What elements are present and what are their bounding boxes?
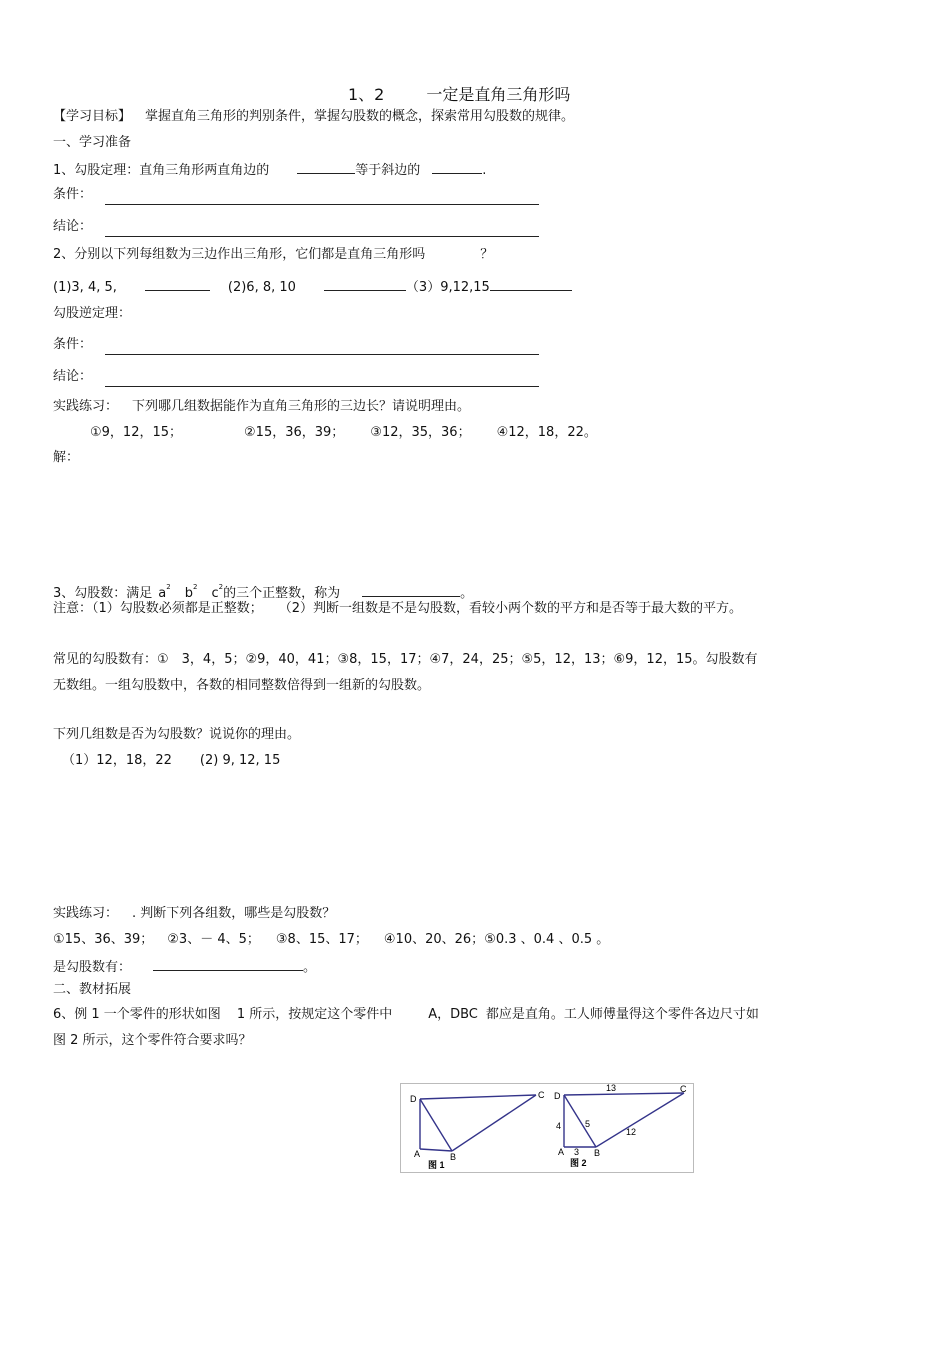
fig2-length-top: 13	[606, 1083, 617, 1093]
fig2-length-bottom: 3	[574, 1147, 580, 1157]
conclusion-label-1: 结论：	[53, 219, 93, 234]
goal-tag: 【学习目标】	[53, 109, 132, 124]
p1-item-4: ④12，18，22。	[496, 425, 597, 440]
p2-item-4: ④10、20、26；	[383, 932, 485, 947]
q2-text: 2、分别以下列每组数为三边作出三角形，它们都是直角三角形吗	[53, 247, 426, 262]
q2-blank-3[interactable]	[490, 277, 572, 291]
practice-2-text: . 判断下列各组数，哪些是勾股数？	[132, 906, 336, 921]
q2-blank-2[interactable]	[324, 277, 406, 291]
p2-item-1: ①15、36、39；	[53, 932, 154, 947]
q1-blank-1[interactable]	[297, 160, 355, 174]
p2-item-5: ⑤0.3 、0.4 、0.5 。	[484, 932, 610, 947]
fig1-label-a: A	[414, 1149, 421, 1159]
q3-blank[interactable]	[362, 583, 460, 597]
example-6-line-2: 图 2 所示，这个零件符合要求吗？	[53, 1033, 252, 1048]
question-4-items	[62, 752, 280, 770]
learning-goal	[53, 108, 574, 126]
sup-a: 2	[166, 583, 171, 591]
practice-1	[53, 398, 470, 416]
fig1-label-b: B	[450, 1152, 457, 1162]
sup-c: 2	[218, 583, 224, 591]
fig2-length-hypotenuse: 12	[626, 1127, 637, 1137]
goal-text: 掌握直角三角形的判别条件，掌握勾股数的概念，探索常用勾股数的规律。	[145, 109, 575, 124]
section-heading-2: 二、教材拓展	[53, 982, 132, 997]
q2-question-mark: ？	[480, 247, 494, 262]
fig1-edge-bc	[452, 1095, 536, 1151]
converse-theorem-label: 勾股逆定理：	[53, 306, 132, 321]
conclusion-line-2[interactable]	[105, 386, 539, 387]
condition-label-1: 条件：	[53, 187, 93, 202]
question-1	[53, 160, 486, 180]
fig2-label-c: C	[680, 1084, 687, 1094]
fig1-edge-dc	[420, 1095, 536, 1099]
page-title	[348, 82, 570, 105]
fig1-label-c: C	[538, 1090, 545, 1100]
question-2	[53, 246, 493, 264]
fig2-length-diagonal: 5	[585, 1119, 591, 1129]
var-c: c	[211, 586, 219, 601]
ex6-a: 6、例 1 一个零件的形状如图	[53, 1007, 221, 1022]
section-heading-1: 一、学习准备	[53, 135, 132, 150]
fig2-label-a: A	[558, 1147, 565, 1157]
fig2-caption: 图 2	[570, 1158, 587, 1168]
fig1-edge-ab	[420, 1149, 452, 1151]
practice-1-text: 下列哪几组数据能作为直角三角形的三边长？请说明理由。	[132, 399, 471, 414]
practice-1-items	[90, 424, 597, 442]
fig1-label-d: D	[410, 1094, 417, 1104]
fig1-caption: 图 1	[428, 1160, 445, 1170]
p1-item-2: ②15，36，39；	[244, 425, 345, 440]
condition-line-1[interactable]	[105, 204, 539, 205]
fig1-edge-db	[420, 1099, 452, 1151]
question-2-items	[53, 277, 572, 297]
question-4: 下列几组数是否为勾股数？说说你的理由。	[53, 727, 301, 742]
ex6-b: 1 所示，按规定这个零件中	[236, 1007, 393, 1022]
title-text: 一定是直角三角形吗	[426, 85, 571, 104]
example-6	[53, 1006, 759, 1024]
q1-blank-2[interactable]	[432, 160, 482, 174]
q3-text-b: 的三个正整数，称为	[223, 586, 341, 601]
p1-item-1: ①9，12，15；	[90, 425, 183, 440]
fig2-label-d: D	[554, 1091, 561, 1101]
is-triple-line	[53, 957, 316, 977]
q3-text-a: 3、勾股数：满足	[53, 586, 153, 601]
p2-item-2: ②3、－ 4、5；	[167, 932, 260, 947]
q1-text-b: 等于斜边的	[355, 163, 421, 178]
fig2-label-b: B	[594, 1148, 601, 1158]
figure-1	[410, 1090, 545, 1170]
q4-item-1: （1）12，18，22	[62, 753, 172, 768]
q2-item-1: (1)3, 4, 5,	[53, 280, 117, 295]
note	[53, 600, 742, 618]
var-a: a	[158, 586, 167, 601]
conclusion-line-1[interactable]	[105, 236, 539, 237]
q3-end: 。	[460, 586, 474, 601]
is-triple-blank[interactable]	[153, 957, 303, 971]
var-b: b	[184, 586, 193, 601]
q1-text-a: 1、勾股定理：直角三角形两直角边的	[53, 163, 270, 178]
fig2-edge-bc	[596, 1093, 684, 1147]
practice-2-label: 实践练习：	[53, 906, 119, 921]
figures	[400, 1083, 694, 1173]
sup-b: 2	[192, 583, 198, 591]
practice-2-items	[53, 931, 609, 949]
q4-item-2: (2) 9, 12, 15	[199, 753, 281, 768]
is-triple-end: 。	[303, 960, 317, 975]
condition-line-2[interactable]	[105, 354, 539, 355]
practice-2	[53, 905, 335, 923]
q1-text-c: .	[482, 163, 487, 178]
fig2-edge-db	[564, 1095, 596, 1147]
common-triples-line-1: 常见的勾股数有：① 3，4，5；②9，40，41；③8，15，17；④7，24，25；⑤5，12，13；⑥9，12，15。勾股数有	[53, 652, 758, 667]
fig2-length-left: 4	[556, 1121, 562, 1131]
p2-item-3: ③8、15、17；	[275, 932, 368, 947]
conclusion-label-2: 结论：	[53, 369, 93, 384]
practice-1-label: 实践练习：	[53, 399, 119, 414]
solution-label: 解：	[53, 450, 80, 465]
q2-item-3: （3）9,12,15	[405, 280, 490, 295]
title-number: 1、2	[348, 85, 385, 104]
note-b: （2）判断一组数是不是勾股数，看较小两个数的平方和是否等于最大数的平方。	[278, 601, 743, 616]
condition-label-2: 条件：	[53, 337, 93, 352]
ex6-c: A，DBC	[428, 1007, 478, 1022]
note-a: 注意：（1）勾股数必须都是正整数；	[53, 601, 263, 616]
p1-item-3: ③12，35，36；	[370, 425, 471, 440]
q2-item-2: (2)6, 8, 10	[227, 280, 296, 295]
q2-blank-1[interactable]	[145, 277, 210, 291]
common-triples-line-2: 无数组。一组勾股数中，各数的相同整数倍得到一组新的勾股数。	[53, 678, 431, 693]
figure-2	[554, 1083, 687, 1168]
ex6-d: 都应是直角。工人师傅量得这个零件各边尺寸如	[485, 1007, 759, 1022]
is-triple-label: 是勾股数有：	[53, 960, 132, 975]
fig2-edge-dc	[564, 1093, 684, 1095]
